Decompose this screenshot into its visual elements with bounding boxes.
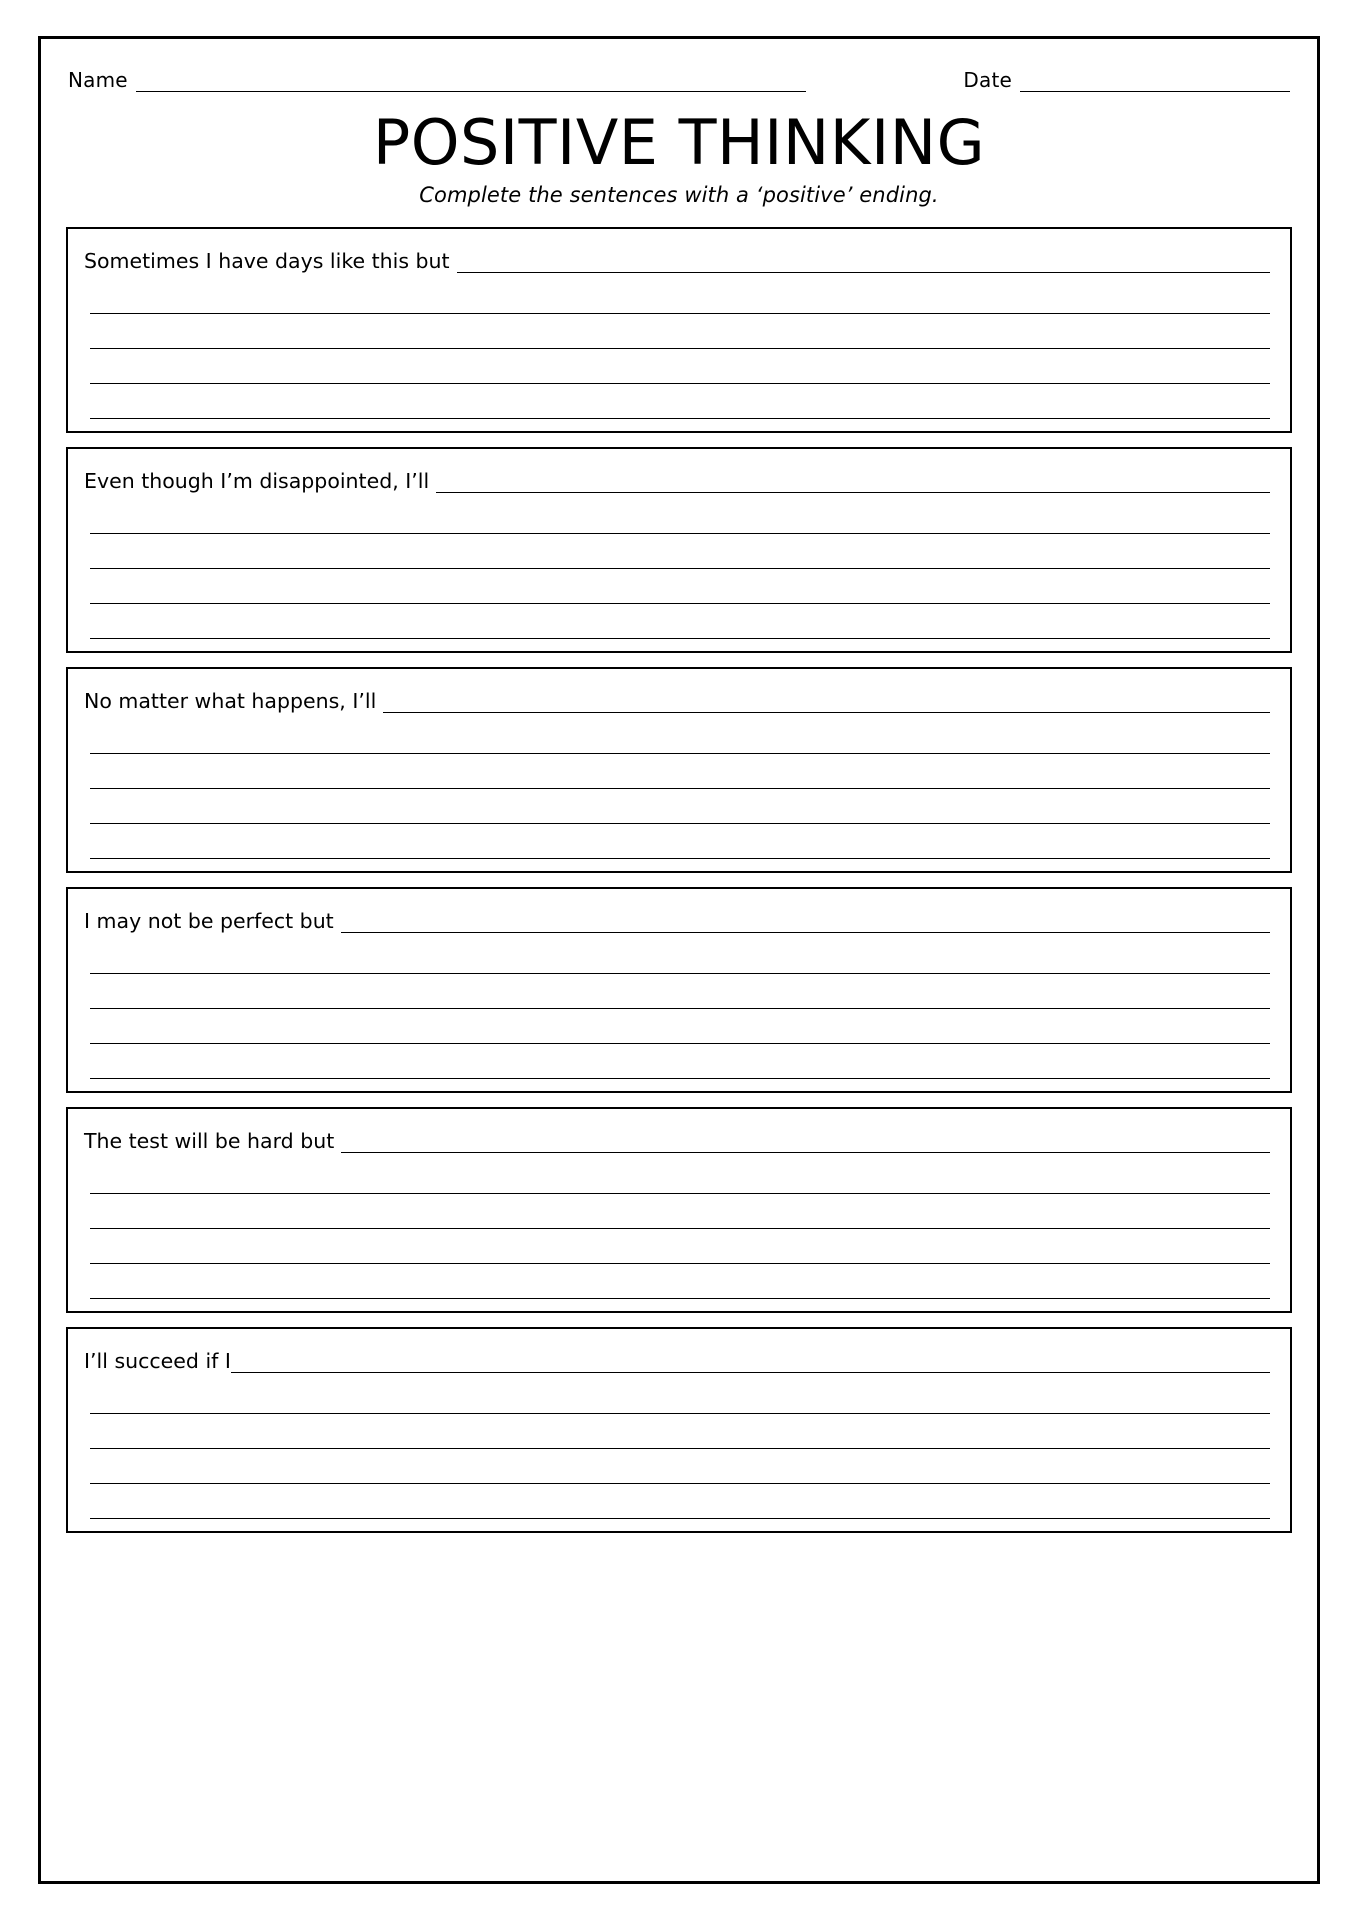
page-title: POSITIVE THINKING <box>372 106 986 179</box>
prompt-heading-row <box>84 463 1274 493</box>
prompt-text: I may not be perfect but <box>84 908 334 933</box>
answer-line[interactable] <box>90 1044 1270 1079</box>
answer-line[interactable] <box>90 279 1270 314</box>
prompt-item <box>66 1327 1292 1533</box>
prompt-heading-row <box>84 243 1274 273</box>
answer-line[interactable] <box>90 499 1270 534</box>
prompt-item <box>66 887 1292 1093</box>
answer-line[interactable] <box>90 824 1270 859</box>
prompt-heading-row <box>84 683 1274 713</box>
page-subtitle: Complete the sentences with a ‘positive’ ending. <box>419 183 939 208</box>
answer-line[interactable] <box>231 1356 1270 1373</box>
date-input[interactable] <box>1020 74 1290 92</box>
answer-line[interactable] <box>90 569 1270 604</box>
answer-line[interactable] <box>90 314 1270 349</box>
prompt-text: No matter what happens, I’ll <box>84 688 377 713</box>
name-input[interactable] <box>136 74 806 92</box>
answer-line[interactable] <box>90 1229 1270 1264</box>
prompt-heading-row <box>84 903 1274 933</box>
answer-line[interactable] <box>436 476 1270 493</box>
answer-line[interactable] <box>90 719 1270 754</box>
answer-line[interactable] <box>90 1264 1270 1299</box>
answer-line[interactable] <box>90 1009 1270 1044</box>
answer-line[interactable] <box>90 349 1270 384</box>
answer-line[interactable] <box>90 1484 1270 1519</box>
prompt-heading-row <box>84 1343 1274 1373</box>
prompt-item <box>66 447 1292 653</box>
prompt-text: The test will be hard but <box>84 1128 335 1153</box>
answer-line[interactable] <box>90 534 1270 569</box>
prompt-item <box>66 667 1292 873</box>
answer-line[interactable] <box>90 1414 1270 1449</box>
prompt-text: I’ll succeed if I <box>84 1348 231 1373</box>
prompt-heading-row <box>84 1123 1274 1153</box>
prompt-list <box>66 227 1292 1533</box>
prompt-text: Sometimes I have days like this but <box>84 248 450 273</box>
answer-line[interactable] <box>90 1449 1270 1484</box>
answer-line[interactable] <box>90 754 1270 789</box>
prompt-item <box>66 227 1292 433</box>
answer-line[interactable] <box>90 789 1270 824</box>
answer-line[interactable] <box>457 256 1270 273</box>
answer-line[interactable] <box>90 604 1270 639</box>
prompt-text: Even though I’m disappointed, I’ll <box>84 468 430 493</box>
answer-line[interactable] <box>383 696 1270 713</box>
prompt-item <box>66 1107 1292 1313</box>
answer-line[interactable] <box>90 1379 1270 1414</box>
answer-line[interactable] <box>341 1136 1270 1153</box>
answer-line[interactable] <box>90 384 1270 419</box>
answer-line[interactable] <box>90 974 1270 1009</box>
date-label: Date <box>963 68 1012 92</box>
answer-line[interactable] <box>90 1194 1270 1229</box>
worksheet-content <box>36 38 1322 1533</box>
name-label: Name <box>68 68 128 92</box>
answer-line[interactable] <box>341 916 1270 933</box>
answer-line[interactable] <box>90 939 1270 974</box>
header-meta-row <box>66 68 1292 92</box>
answer-line[interactable] <box>90 1159 1270 1194</box>
